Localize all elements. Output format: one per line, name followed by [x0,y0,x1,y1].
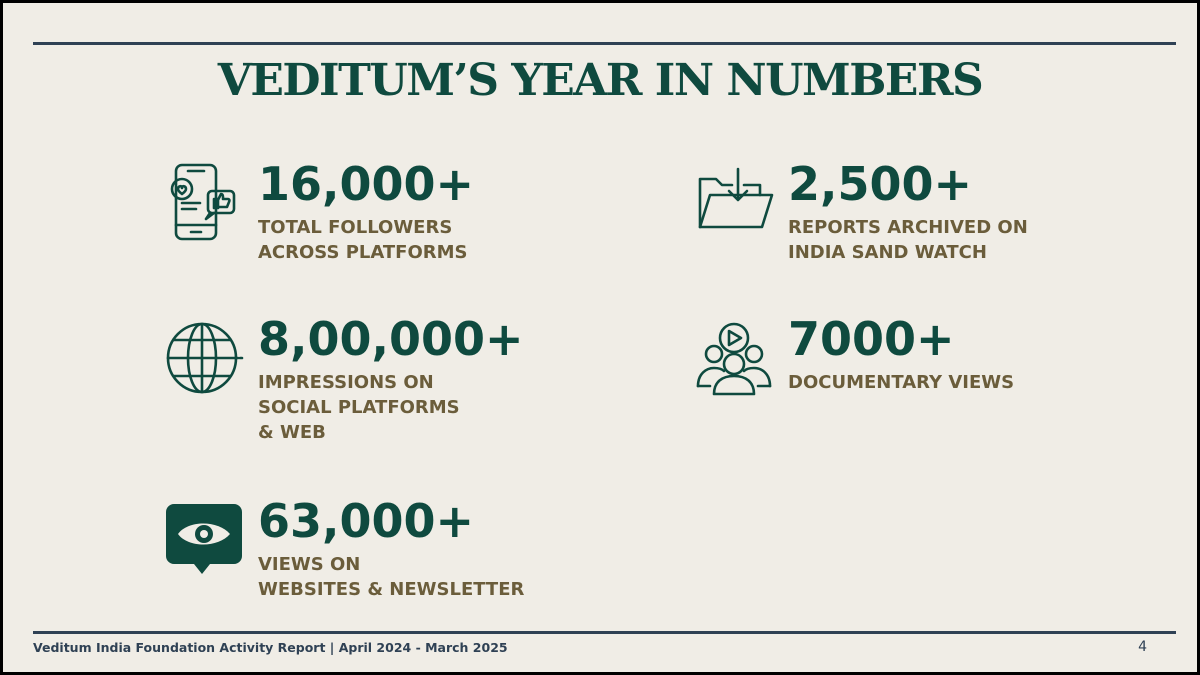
stat-label: TOTAL FOLLOWERS ACROSS PLATFORMS [258,217,468,263]
slide [3,3,1197,672]
stat-number: 16,000+ [258,157,475,211]
stat-label: VIEWS ON WEBSITES & NEWSLETTER [258,554,525,600]
footer-text: Veditum India Foundation Activity Report | April 2024 - March 2025 [33,640,508,655]
audience-video-icon [694,318,774,398]
globe-icon [164,318,244,398]
stat-label: DOCUMENTARY VIEWS [788,372,1015,393]
stat-label: IMPRESSIONS ON SOCIAL PLATFORMS & WEB [258,372,460,443]
folder-download-icon [694,163,774,243]
phone-social-icon [164,163,244,243]
stat-number: 8,00,000+ [258,312,524,366]
top-rule [33,42,1176,45]
bottom-rule [33,631,1176,634]
page-number: 4 [1138,639,1147,655]
stat-number: 63,000+ [258,494,475,548]
page-title: VEDITUM’S YEAR IN NUMBERS [217,55,983,106]
stat-label: REPORTS ARCHIVED ON INDIA SAND WATCH [788,217,1028,263]
eye-badge-icon [164,500,244,580]
stat-number: 2,500+ [788,157,973,211]
stat-number: 7000+ [788,312,955,366]
